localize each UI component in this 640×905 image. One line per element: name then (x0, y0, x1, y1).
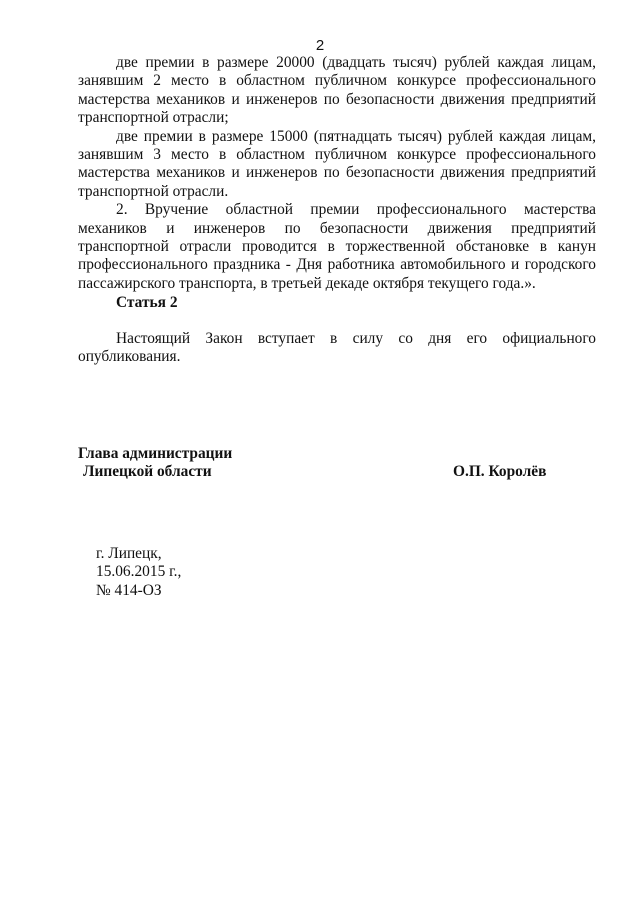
article-text: Настоящий Закон вступает в силу со дня его официального опубликования. (78, 330, 596, 366)
signature-title-line2: Липецкой области (83, 463, 212, 481)
document-footer (96, 545, 181, 600)
article-heading: Статья 2 (116, 294, 178, 311)
footer-date: 15.06.2015 г., (96, 563, 182, 581)
paragraph-award-ceremony: 2. Вручение областной премии профессионального мастерства механиков и инженеров по безопасности движения предприятий транспортной отрасли проводится в торжественной обстановке в канун профессионального праздника - Дня работника автомобильного и городского пассажирского транспорта, в третьей декаде октября текущего года.». (78, 201, 596, 292)
footer-city: г. Липецк, (96, 545, 162, 562)
footer-law-number: № 414-ОЗ (96, 581, 162, 599)
paragraph-second-place: две премии в размере 20000 (двадцать тысяч) рублей каждая лицам, занявшим 2 место в областном публичном конкурсе профессионального мастерства механиков и инженеров по безопасности движения предприятий транспортной отрасли; (78, 54, 596, 127)
prize-paragraphs (78, 54, 596, 293)
paragraph-third-place: две премии в размере 15000 (пятнадцать тысяч) рублей каждая лицам, занявшим 3 место в областном публичном конкурсе профессионального мастерства механиков и инженеров по безопасности движения предприятий транспортной отрасли. (78, 127, 596, 200)
page-number: 2 (315, 37, 325, 54)
signature-title-line1: Глава администрации (78, 445, 233, 462)
article-body (78, 330, 596, 367)
signature-block (78, 445, 596, 482)
signature-name: О.П. Королёв (453, 463, 547, 481)
